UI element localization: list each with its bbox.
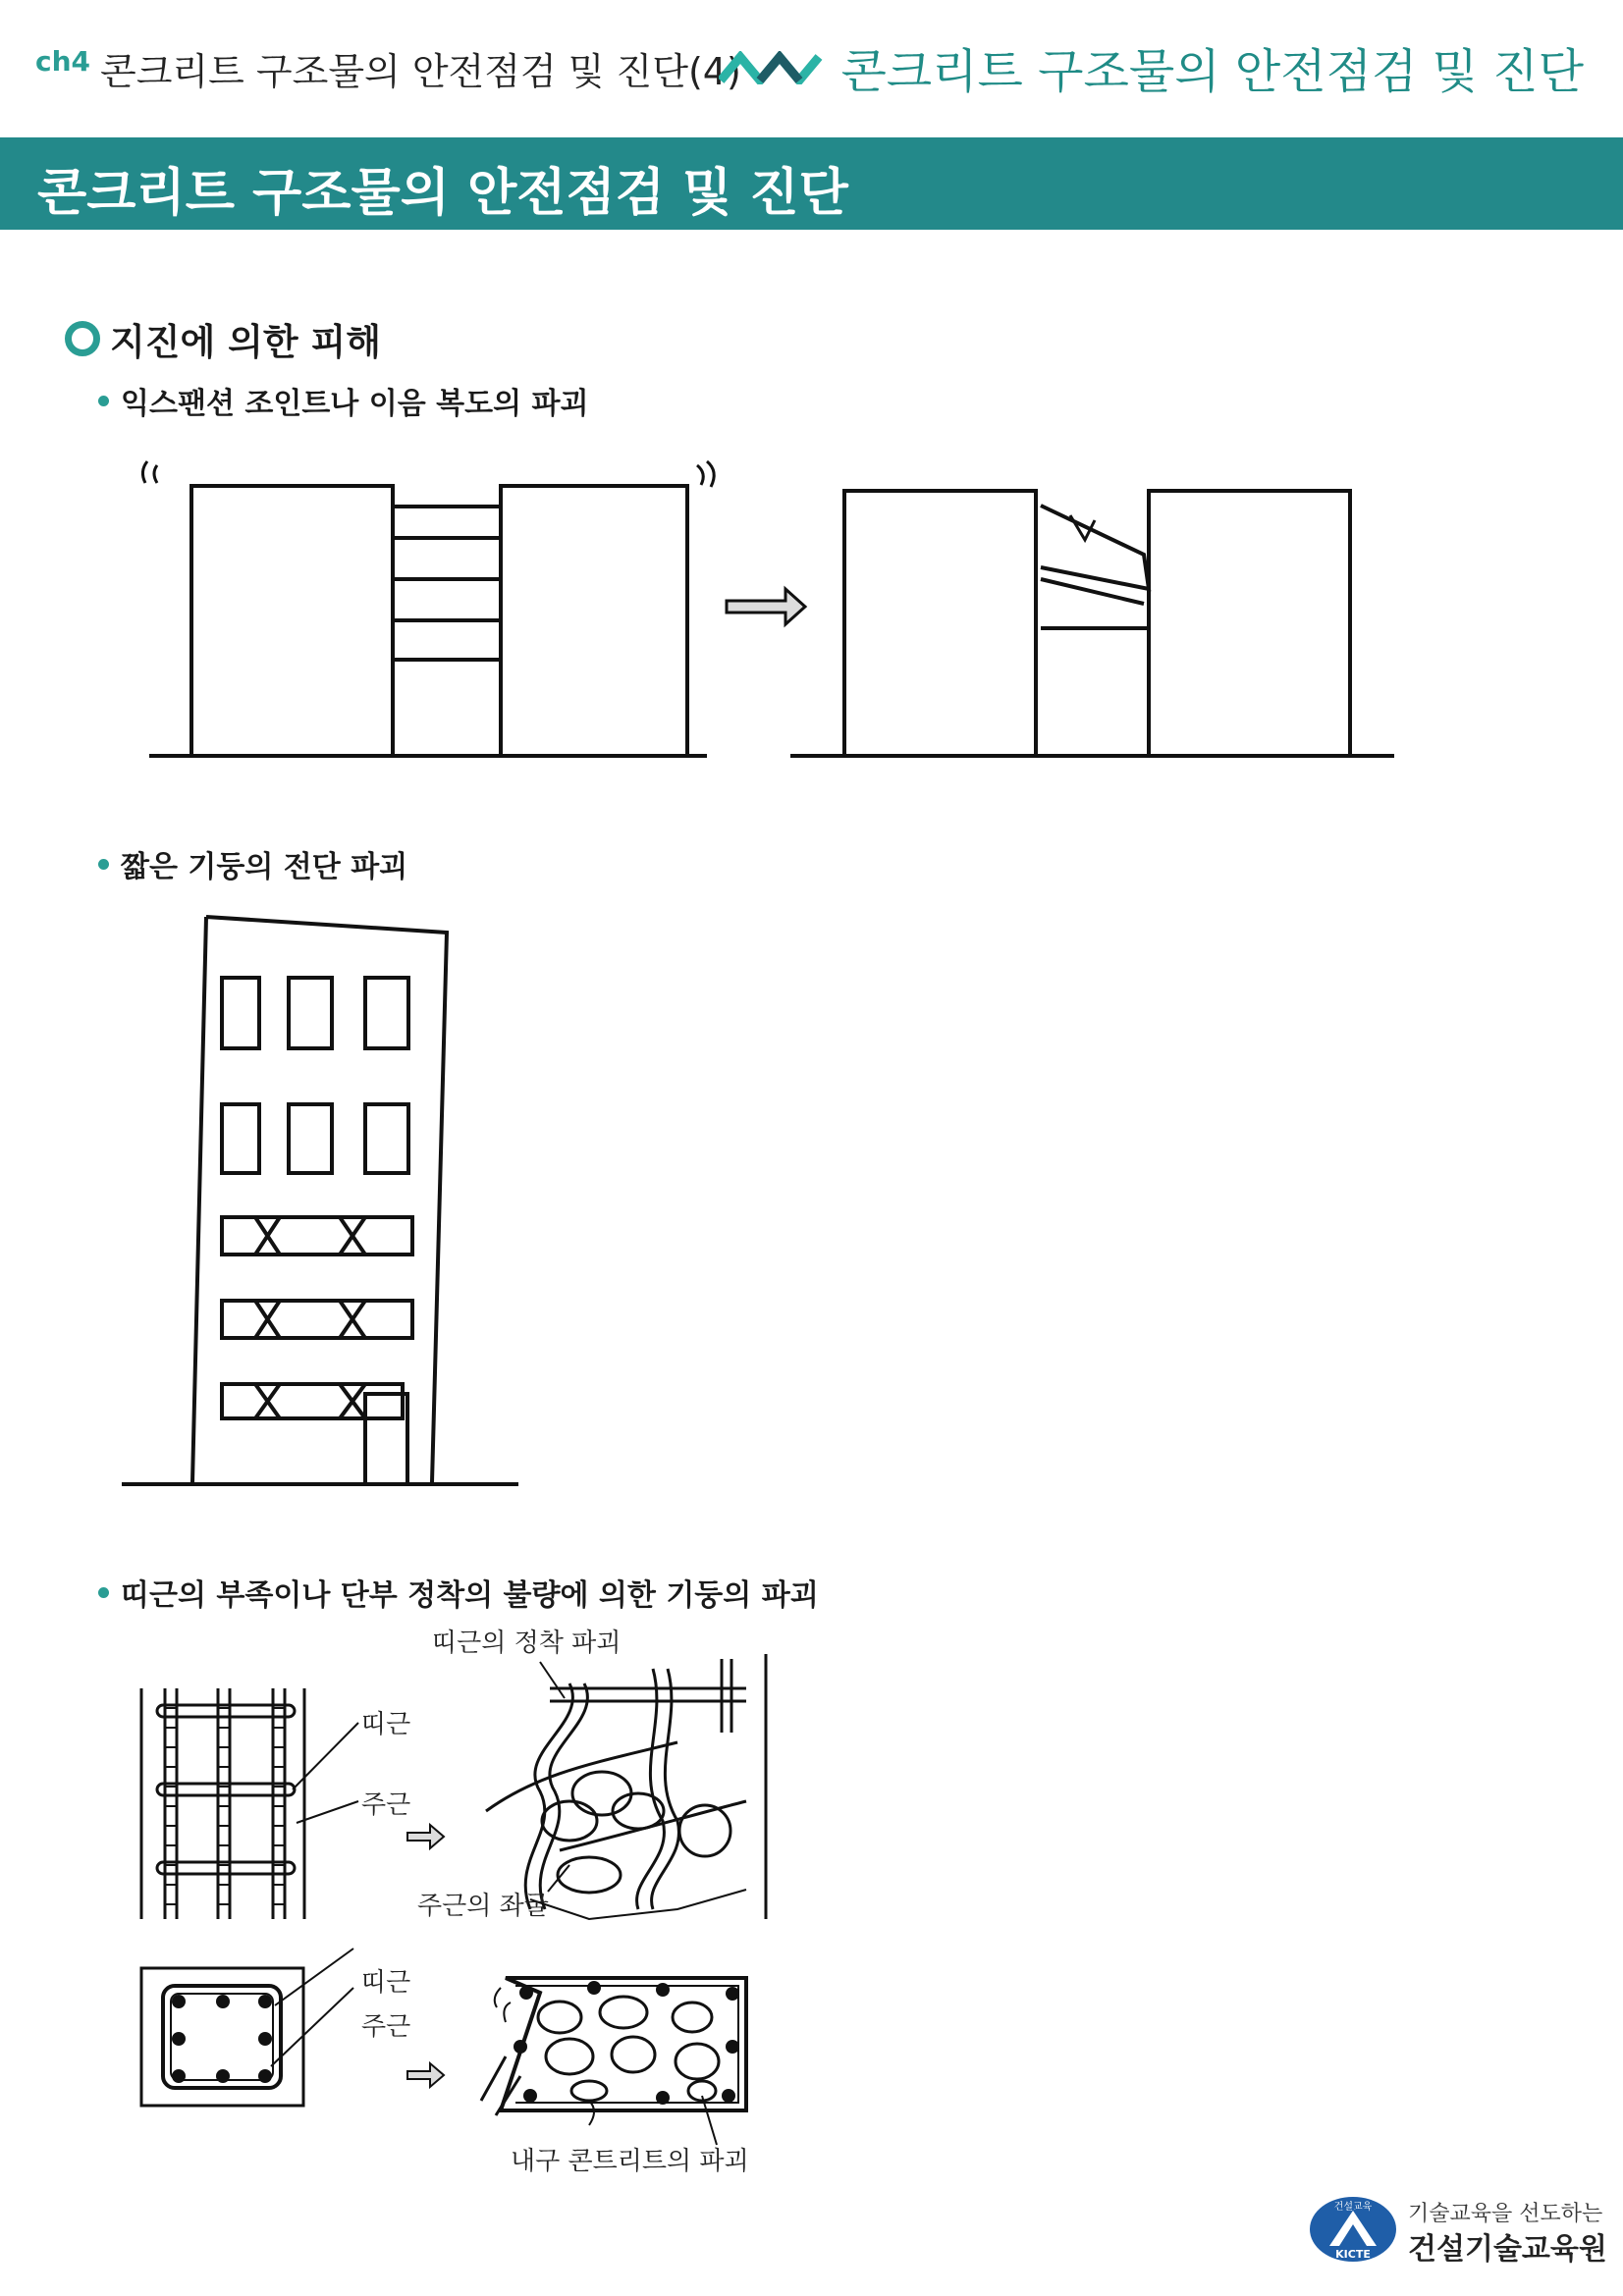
logo-bottom-text: KICTE [1335, 2248, 1371, 2261]
label-hoop-top: 띠근 [361, 1710, 411, 1739]
short-column-figure [108, 903, 550, 1492]
main-bars [165, 1688, 285, 1919]
banner-title: 콘크리트 구조물의 안전점검 및 진단 [37, 164, 848, 223]
bullet-text: 짧은 기둥의 전단 파괴 [121, 850, 408, 884]
section-title: 지진에 의한 피해 [110, 321, 381, 363]
header-left-title: 콘크리트 구조물의 안전점검 및 진단(4) [100, 50, 741, 93]
label-main-bar-bottom: 주근 [361, 2012, 411, 2042]
bullet-text: 띠근의 부족이나 단부 정착의 불량에 의한 기둥의 파괴 [121, 1578, 819, 1613]
label-main-bar-top: 주근 [361, 1790, 411, 1820]
chapter-badge: ch4 [35, 45, 91, 79]
section-heading [65, 312, 381, 365]
header-right-title: 콘크리트 구조물의 안전점검 및 진단 [840, 44, 1584, 99]
label-hoop-anchor-failure: 띠근의 정착 파괴 [432, 1629, 622, 1658]
bullet-item [98, 842, 407, 885]
footer-org-name: 건설기술교육원 [1408, 2232, 1607, 2267]
header-chapter-title [35, 41, 741, 95]
kicte-logo [1308, 2195, 1398, 2268]
label-main-bar-buckling: 주근의 좌굴 [417, 1892, 549, 1921]
bullet-dot-icon [98, 859, 109, 870]
ring-bullet-icon [65, 321, 100, 356]
rebar-dots [172, 1995, 272, 2083]
bullet-dot-icon [98, 1587, 109, 1598]
brand-wave-icon [719, 51, 827, 84]
title-banner [0, 137, 1623, 230]
label-hoop-bottom: 띠근 [361, 1968, 411, 1998]
logo-top-text: 건설교육 [1333, 2202, 1373, 2213]
footer-tagline: 기술교육을 선도하는 [1408, 2202, 1603, 2226]
hoop-failure-figure [128, 1615, 795, 2184]
bullet-item [98, 379, 588, 422]
label-core-concrete-failure: 내구 콘트리트의 파괴 [511, 2147, 749, 2176]
bullet-item [98, 1571, 819, 1614]
header-brand [719, 33, 1584, 101]
expansion-joint-figure [118, 442, 1414, 775]
damaged-windows [222, 1217, 412, 1418]
bullet-dot-icon [98, 396, 109, 406]
bullet-text: 익스팬션 조인트나 이음 복도의 파괴 [121, 387, 589, 421]
